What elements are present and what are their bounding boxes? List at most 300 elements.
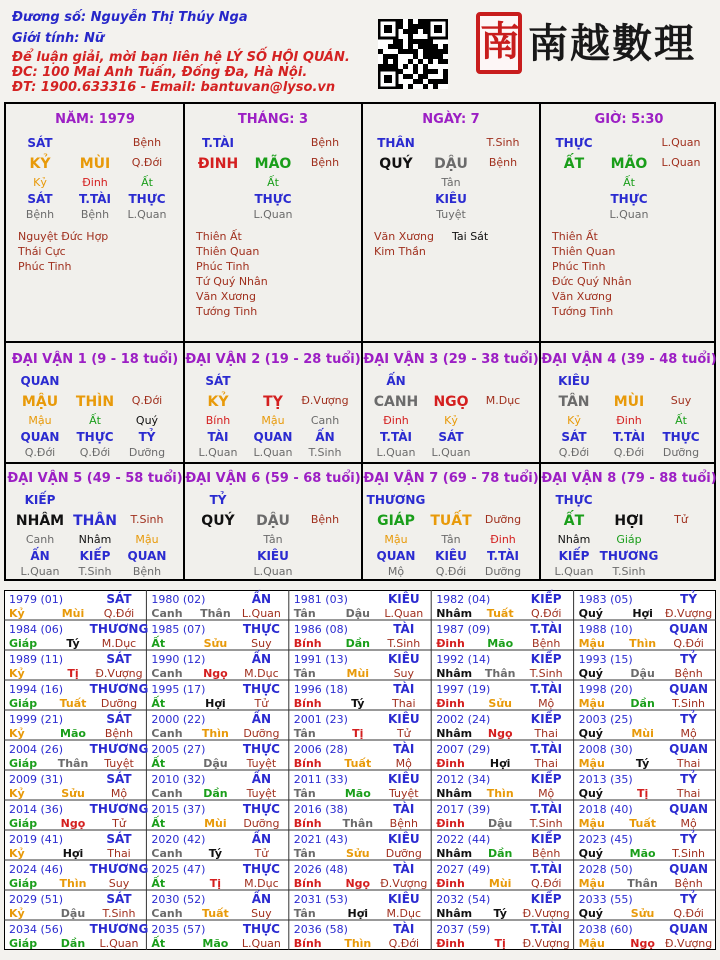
annual-state: Mộ: [680, 817, 697, 830]
hidden-stem: Q.Đới: [435, 565, 467, 578]
annual-branch: Tị: [352, 727, 364, 740]
pillar-branch: MÃO: [610, 156, 648, 172]
annual-year: 2012 (34): [436, 773, 491, 786]
hidden-stem: TÀI: [207, 430, 229, 444]
annual-god: T.TÀI: [530, 622, 563, 636]
annual-god: QUAN: [669, 922, 709, 936]
hidden-stem: QUAN: [20, 430, 60, 444]
annual-branch: Hợi: [632, 607, 653, 620]
annual-stem: Canh: [151, 607, 183, 620]
annual-state: M.Dục: [244, 877, 279, 890]
annual-year: 1988 (10): [578, 623, 633, 636]
pillar-branch-state: Bệnh: [488, 156, 518, 169]
annual-year: 1989 (11): [9, 653, 64, 666]
hidden-stem: THƯƠNG: [599, 549, 659, 563]
dai-van-title: ĐẠI VẬN 3 (29 - 38 tuổi): [363, 352, 539, 367]
annual-god: QUAN: [669, 682, 709, 696]
hidden-stem: L.Quan: [554, 565, 594, 578]
annual-year: 1994 (16): [9, 683, 64, 696]
dai-van-branch: NGỌ: [433, 394, 469, 410]
dai-van-state: Suy: [670, 394, 692, 407]
annual-state: Bệnh: [674, 667, 703, 680]
annual-stem: Đinh: [436, 697, 465, 710]
annual-year: 2019 (41): [9, 833, 64, 846]
hidden-stem: Canh: [25, 533, 55, 546]
annual-state: Đ.Vượng: [664, 607, 713, 620]
annual-stem: Kỷ: [9, 907, 25, 920]
annual-branch: Ngọ: [487, 727, 513, 740]
annual-year: 2035 (57): [151, 923, 206, 936]
annual-year: 2011 (33): [293, 773, 348, 786]
star-name: Tướng Tinh: [552, 305, 614, 318]
annual-state: Tử: [112, 817, 126, 830]
phone-email: ĐT: 1900.633316 - Email: bantuvan@lyso.vn: [12, 80, 336, 95]
dai-van-branch: DẬU: [256, 513, 290, 529]
annual-god: THỰC: [242, 862, 280, 876]
star-name: Văn Xương: [196, 290, 256, 303]
pillar-stem-god: THÂN: [377, 136, 415, 150]
hidden-stem: Kỷ: [33, 176, 47, 189]
hidden-stem: Mậu: [261, 414, 285, 427]
annual-branch: Dậu: [203, 757, 228, 770]
annual-god: KIÊU: [387, 832, 420, 846]
dai-van-title: ĐẠI VẬN 4 (39 - 48 tuổi): [541, 352, 717, 367]
annual-stem: Ất: [151, 877, 166, 890]
seal-stamp: 南: [476, 12, 522, 74]
star-name: Đức Quý Nhân: [552, 275, 632, 288]
pillar-stem-state: T.Sinh: [486, 136, 520, 149]
annual-god: ẤN: [251, 772, 272, 786]
annual-god: SÁT: [106, 832, 132, 846]
pillar-stem-god: T.TÀI: [202, 136, 234, 150]
hidden-stem: THỰC: [76, 430, 114, 444]
annual-year: 2005 (27): [151, 743, 206, 756]
star-name: Phúc Tinh: [18, 260, 72, 273]
gender: Giới tính: Nữ: [12, 31, 105, 46]
hidden-stem: Dưỡng: [662, 446, 700, 459]
annual-branch: Ngọ: [60, 817, 86, 830]
annual-year: 2031 (53): [293, 893, 348, 906]
annual-branch: Hợi: [62, 847, 84, 860]
annual-stem: Tân: [293, 787, 316, 800]
annual-year: 1992 (14): [436, 653, 491, 666]
hidden-stem: Mậu: [28, 414, 52, 427]
annual-stem: Giáp: [9, 637, 38, 650]
annual-stem: Quý: [578, 847, 603, 860]
dai-van-stem: NHÂM: [15, 513, 65, 529]
hidden-stem: L.Quan: [609, 208, 649, 221]
annual-branch: Mùi: [61, 607, 85, 620]
annual-branch: Dần: [345, 637, 370, 650]
pillar-stem-state: Bệnh: [132, 136, 162, 149]
annual-state: Tuyệt: [104, 757, 134, 770]
hidden-stem: THỰC: [662, 430, 700, 444]
pillar-title: NGÀY: 7: [422, 112, 480, 127]
hidden-stem: T.Sinh: [78, 565, 112, 578]
annual-year: 1980 (02): [151, 593, 206, 606]
dai-van-state: Tử: [674, 513, 688, 526]
annual-year: 1982 (04): [436, 593, 491, 606]
annual-stem: Bính: [293, 697, 322, 710]
hidden-stem: Q.Đới: [613, 446, 645, 459]
star-name: Văn Xương: [552, 290, 612, 303]
annual-god: KIẾP: [530, 592, 562, 606]
annual-god: THƯƠNG: [89, 802, 149, 816]
pillar-branch-state: L.Quan: [661, 156, 701, 169]
annual-state: Mộ: [538, 697, 555, 710]
hidden-stem: Q.Đới: [558, 446, 590, 459]
annual-stem: Tân: [293, 907, 316, 920]
star-name: Thái Cực: [18, 245, 66, 258]
annual-state: T.Sinh: [529, 667, 563, 680]
annual-state: Mộ: [680, 727, 697, 740]
pillar-title: GIỜ: 5:30: [594, 112, 664, 127]
dai-van-state: Dưỡng: [484, 513, 522, 526]
annual-branch: Tuất: [344, 757, 372, 770]
annual-branch: Mùi: [204, 817, 227, 830]
annual-year: 2013 (35): [578, 773, 633, 786]
annual-stem: Đinh: [436, 757, 465, 770]
annual-branch: Tý: [635, 757, 650, 770]
annual-state: Thai: [676, 757, 701, 770]
annual-god: THƯƠNG: [89, 862, 149, 876]
hidden-stem: T.TÀI: [613, 430, 645, 444]
annual-god: THƯƠNG: [89, 682, 149, 696]
annual-year: 2006 (28): [293, 743, 348, 756]
star-name: Thiên Ất: [552, 230, 598, 243]
annual-god: THỰC: [242, 922, 280, 936]
annual-god: KIẾP: [530, 652, 562, 666]
annual-state: Q.Đới: [388, 937, 420, 950]
annual-year: 1996 (18): [293, 683, 348, 696]
annual-stem: Kỷ: [9, 667, 25, 680]
dai-van-stem: QUÝ: [201, 513, 235, 529]
annual-branch: Dần: [60, 937, 86, 950]
annual-year: 1987 (09): [436, 623, 491, 636]
annual-stem: Quý: [578, 667, 603, 680]
annual-year: 2018 (40): [578, 803, 633, 816]
annual-branch: Tuất: [201, 907, 229, 920]
annual-state: Q.Đới: [103, 607, 135, 620]
hidden-stem: Tuyệt: [436, 208, 466, 221]
dai-van-stem-god: ẤN: [386, 374, 406, 388]
annual-state: Dưỡng: [385, 847, 422, 860]
annual-god: QUAN: [669, 862, 709, 876]
annual-state: Thai: [676, 787, 701, 800]
dai-van-title: ĐẠI VẬN 1 (9 - 18 tuổi): [11, 352, 179, 367]
annual-stem: Bính: [293, 937, 322, 950]
annual-branch: Mão: [202, 937, 229, 950]
annual-year: 1993 (15): [578, 653, 633, 666]
annual-state: Tuyệt: [388, 787, 419, 800]
hidden-stem: QUAN: [376, 549, 416, 563]
annual-branch: Mùi: [488, 877, 512, 890]
hidden-stem: Nhâm: [557, 533, 591, 546]
annual-stem: Nhâm: [436, 847, 473, 860]
annual-god: TÀI: [393, 862, 415, 876]
hidden-stem: QUAN: [253, 430, 293, 444]
annual-stem: Ất: [151, 817, 166, 830]
hidden-stem: ẤN: [30, 549, 50, 563]
qr-code[interactable]: [378, 19, 448, 89]
annual-branch: Hợi: [205, 697, 226, 710]
star-name: Thiên Quan: [196, 245, 260, 258]
hidden-stem: L.Quan: [253, 446, 293, 459]
annual-stem: Mậu: [578, 877, 605, 890]
annual-state: Thai: [534, 757, 558, 770]
annual-year: 2033 (55): [578, 893, 633, 906]
annual-stem: Quý: [578, 787, 603, 800]
dai-van-stem-god: SÁT: [205, 374, 231, 388]
hidden-stem: Bệnh: [80, 208, 110, 221]
annual-stem: Giáp: [9, 697, 38, 710]
pillar-stem: KỶ: [29, 156, 51, 172]
dai-van-branch: TUẤT: [430, 513, 472, 529]
hidden-stem: Q.Đới: [79, 446, 111, 459]
annual-branch: Tuất: [629, 817, 656, 830]
annual-state: Suy: [251, 637, 272, 650]
annual-god: ẤN: [251, 892, 272, 906]
annual-year: 2010 (32): [151, 773, 206, 786]
annual-branch: Hợi: [489, 757, 511, 770]
hidden-stem: L.Quan: [376, 446, 416, 459]
annual-year: 2029 (51): [9, 893, 64, 906]
annual-year: 2015 (37): [151, 803, 206, 816]
pillar-stem-god: SÁT: [27, 136, 53, 150]
hidden-stem: Dưỡng: [128, 446, 166, 459]
annual-state: M.Dục: [101, 637, 137, 650]
dai-van-stem-god: QUAN: [20, 374, 60, 388]
hidden-stem: THỰC: [128, 192, 166, 206]
star-name: Thiên Quan: [552, 245, 616, 258]
hidden-stem: T.TÀI: [79, 192, 111, 206]
dai-van-stem: KỶ: [207, 394, 229, 410]
annual-branch: Mão: [60, 727, 86, 740]
annual-stem: Canh: [151, 847, 183, 860]
annual-god: THỰC: [242, 622, 280, 636]
hidden-stem: T.TÀI: [487, 549, 519, 563]
annual-stem: Mậu: [578, 697, 605, 710]
annual-stem: Giáp: [9, 757, 38, 770]
dai-van-state: M.Dục: [485, 394, 521, 407]
annual-god: THỰC: [242, 802, 280, 816]
annual-stem: Bính: [293, 877, 322, 890]
logo: 南越數理: [528, 20, 696, 67]
annual-god: THƯƠNG: [89, 622, 149, 636]
annual-stem: Giáp: [9, 877, 38, 890]
annual-state: Q.Đới: [530, 607, 562, 620]
annual-stem: Ất: [151, 637, 166, 650]
dai-van-state: Bệnh: [310, 513, 340, 526]
annual-stem: Đinh: [436, 637, 465, 650]
annual-state: Bệnh: [674, 877, 703, 890]
annual-year: 1983 (05): [578, 593, 633, 606]
annual-branch: Tị: [636, 787, 649, 800]
annual-branch: Thìn: [486, 787, 514, 800]
annual-god: KIÊU: [387, 592, 420, 606]
annual-stem: Nhâm: [436, 727, 473, 740]
annual-stem: Bính: [293, 817, 322, 830]
hidden-stem: Kỷ: [444, 414, 458, 427]
star-name: Phúc Tinh: [552, 260, 606, 273]
dai-van-stem-god: THƯƠNG: [366, 493, 426, 507]
star-name: Nguyệt Đức Hợp: [18, 230, 109, 243]
dai-van-stem: ẤT: [563, 513, 585, 529]
pillar-stem: QUÝ: [379, 156, 413, 172]
annual-god: ẤN: [251, 652, 272, 666]
annual-god: KIÊU: [387, 892, 420, 906]
annual-year: 2000 (22): [151, 713, 206, 726]
annual-year: 2007 (29): [436, 743, 491, 756]
dai-van-state: Đ.Vượng: [301, 394, 349, 407]
hidden-stem: KIÊU: [257, 549, 289, 563]
annual-year: 1986 (08): [293, 623, 348, 636]
star-name: Văn Xương: [374, 230, 434, 243]
hidden-stem: TỶ: [138, 430, 156, 444]
annual-god: KIÊU: [387, 712, 420, 726]
hidden-stem: T.Sinh: [612, 565, 646, 578]
hidden-stem: L.Quan: [431, 446, 471, 459]
annual-state: Bệnh: [532, 637, 561, 650]
annual-year: 2028 (50): [578, 863, 633, 876]
annual-stem: Đinh: [436, 937, 465, 950]
annual-year: 1991 (13): [293, 653, 348, 666]
hidden-stem: Tân: [441, 533, 461, 546]
dai-van-title: ĐẠI VẬN 6 (59 - 68 tuổi): [185, 471, 361, 486]
annual-stem: Ất: [151, 937, 166, 950]
annual-year: 2004 (26): [9, 743, 64, 756]
hidden-stem: T.Sinh: [308, 446, 342, 459]
annual-stem: Mậu: [578, 817, 605, 830]
annual-year: 1990 (12): [151, 653, 206, 666]
annual-state: Mộ: [538, 787, 555, 800]
annual-god: TÀI: [393, 922, 415, 936]
annual-stem: Tân: [293, 667, 316, 680]
annual-stem: Mậu: [578, 937, 605, 950]
annual-branch: Sửu: [61, 787, 85, 800]
annual-year: 2017 (39): [436, 803, 491, 816]
dai-van-branch: MÙI: [613, 394, 645, 410]
hidden-stem: Ất: [89, 414, 101, 427]
pillar-title: NĂM: 1979: [55, 112, 135, 127]
star-name: Phúc Tinh: [196, 260, 250, 273]
annual-state: Bệnh: [104, 727, 134, 740]
annual-branch: Mão: [487, 637, 514, 650]
annual-year: 2026 (48): [293, 863, 348, 876]
hidden-stem: THỰC: [610, 192, 648, 206]
annual-god: TÀI: [393, 622, 415, 636]
annual-year: 2027 (49): [436, 863, 491, 876]
annual-branch: Tý: [208, 847, 223, 860]
annual-branch: Tuất: [59, 697, 87, 710]
annual-stem: Đinh: [436, 877, 465, 890]
annual-branch: Dần: [487, 847, 513, 860]
hidden-stem: Q.Đới: [24, 446, 56, 459]
pillar-stem: ĐINH: [197, 156, 239, 172]
annual-god: THỰC: [242, 742, 280, 756]
annual-god: KIÊU: [387, 772, 420, 786]
annual-state: Đ.Vượng: [522, 907, 570, 920]
annual-branch: Dần: [203, 787, 228, 800]
pillar-stem: ẤT: [563, 156, 585, 172]
annual-god: T.TÀI: [530, 922, 563, 936]
hidden-stem: Ất: [141, 176, 153, 189]
annual-god: TỶ: [680, 652, 698, 666]
annual-stem: Đinh: [436, 817, 465, 830]
annual-year: 2014 (36): [9, 803, 64, 816]
annual-state: Tử: [254, 847, 269, 860]
annual-god: ẤN: [251, 832, 272, 846]
annual-year: 2022 (44): [436, 833, 491, 846]
header: [0, 0, 720, 102]
annual-year: 2032 (54): [436, 893, 491, 906]
pillar-branch-state: Q.Đới: [131, 156, 163, 169]
annual-branch: Sửu: [203, 637, 228, 650]
dai-van-stem-god: KIÊU: [558, 374, 590, 388]
annual-god: THƯƠNG: [89, 922, 149, 936]
annual-branch: Thìn: [59, 877, 87, 890]
annual-stem: Canh: [151, 727, 183, 740]
hidden-stem: Quý: [135, 414, 159, 427]
hidden-stem: KIÊU: [435, 192, 467, 206]
annual-stem: Kỷ: [9, 787, 25, 800]
annual-year: 2016 (38): [293, 803, 348, 816]
annual-state: T.Sinh: [672, 847, 706, 860]
dai-van-title: ĐẠI VẬN 2 (19 - 28 tuổi): [185, 352, 361, 367]
annual-branch: Tị: [494, 937, 506, 950]
annual-state: Q.Đới: [673, 637, 704, 650]
annual-god: TÀI: [393, 802, 415, 816]
annual-branch: Tị: [209, 877, 222, 890]
hidden-stem: Đinh: [82, 176, 108, 189]
annual-branch: Hợi: [347, 907, 369, 920]
annual-state: Tử: [396, 727, 411, 740]
annual-god: T.TÀI: [530, 802, 563, 816]
annual-stem: Giáp: [9, 937, 38, 950]
annual-branch: Dậu: [630, 667, 655, 680]
annual-branch: Ngọ: [630, 937, 655, 950]
annual-god: T.TÀI: [530, 682, 563, 696]
annual-state: Thai: [534, 727, 558, 740]
hidden-stem: SÁT: [27, 192, 53, 206]
annual-branch: Dần: [630, 697, 655, 710]
hidden-stem: Ất: [675, 414, 687, 427]
annual-god: T.TÀI: [530, 742, 563, 756]
hidden-stem: Đinh: [616, 414, 642, 427]
annual-state: T.Sinh: [102, 907, 136, 920]
annual-god: TỶ: [680, 712, 698, 726]
annual-branch: Mão: [629, 847, 656, 860]
annual-stem: Canh: [151, 787, 183, 800]
star-name: Tứ Quý Nhân: [196, 275, 268, 288]
hidden-stem: QUAN: [127, 549, 167, 563]
annual-god: THỰC: [242, 682, 280, 696]
pillar-stem-state: L.Quan: [661, 136, 701, 149]
annual-god: QUAN: [669, 802, 709, 816]
annual-state: Dưỡng: [243, 817, 280, 830]
annual-stem: Nhâm: [436, 667, 473, 680]
annual-year: 2020 (42): [151, 833, 206, 846]
hidden-stem: ẤN: [315, 430, 335, 444]
annual-god: ẤN: [251, 712, 272, 726]
annual-branch: Tị: [67, 667, 79, 680]
annual-year: 2008 (30): [578, 743, 633, 756]
star-name: Tai Sát: [452, 230, 489, 243]
annual-branch: Tý: [493, 907, 507, 920]
annual-branch: Thìn: [201, 727, 229, 740]
hidden-stem: Mậu: [384, 533, 408, 546]
annual-state: L.Quan: [241, 607, 281, 620]
